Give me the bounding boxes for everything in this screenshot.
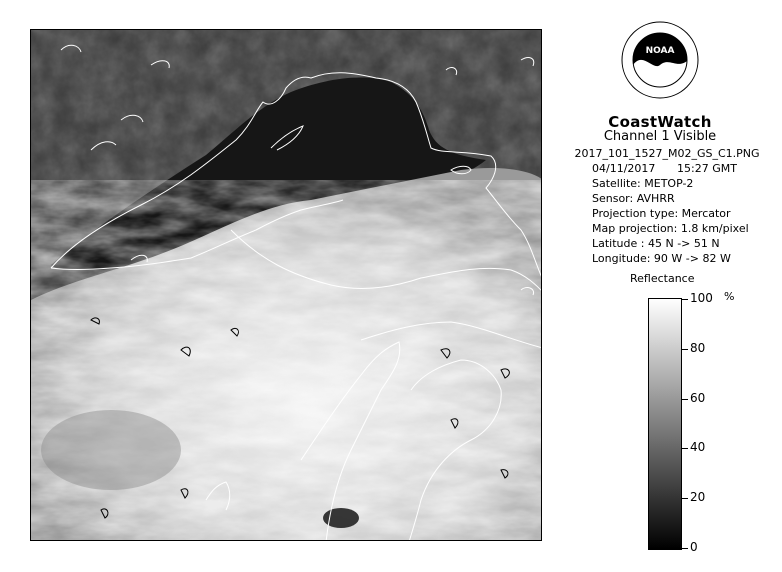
legend-title: Reflectance: [630, 272, 695, 285]
colorbar-tick-label: 100: [690, 291, 713, 305]
channel-label: Channel 1 Visible: [603, 129, 717, 144]
filename: 2017_101_1527_M02_GS_C1.PNG: [574, 147, 760, 160]
satellite-image: [30, 29, 542, 541]
colorbar-tick: [682, 399, 688, 400]
map-projection: Map projection: 1.8 km/pixel: [592, 222, 749, 235]
legend-unit: %: [724, 290, 735, 303]
colorbar-tick: [682, 498, 688, 499]
longitude-range: Longitude: 90 W -> 82 W: [592, 252, 731, 265]
colorbar-tick: [682, 548, 688, 549]
satellite: Satellite: METOP-2: [592, 177, 694, 190]
cloud-gap: [41, 410, 181, 490]
projection-type: Projection type: Mercator: [592, 207, 731, 220]
colorbar-tick-label: 0: [690, 540, 698, 554]
noaa-logo: [621, 21, 699, 99]
sensor: Sensor: AVHRR: [592, 192, 675, 205]
visible-reflectance-map: [31, 30, 542, 541]
colorbar-tick-label: 60: [690, 390, 706, 405]
colorbar-tick-label: 40: [690, 440, 706, 455]
colorbar-tick-label: 20: [690, 490, 706, 505]
logo-text: NOAA: [645, 46, 675, 56]
colorbar-tick: [682, 349, 688, 350]
product-title: CoastWatch: [608, 113, 712, 131]
date: 04/11/2017: [592, 162, 656, 175]
colorbar-tick: [682, 448, 688, 449]
latitude-range: Latitude : 45 N -> 51 N: [592, 237, 720, 250]
time: 15:27 GMT: [677, 162, 737, 175]
colorbar-tick-label: 80: [690, 340, 706, 355]
reflectance-colorbar: [648, 298, 682, 550]
colorbar-tick: [682, 299, 688, 300]
